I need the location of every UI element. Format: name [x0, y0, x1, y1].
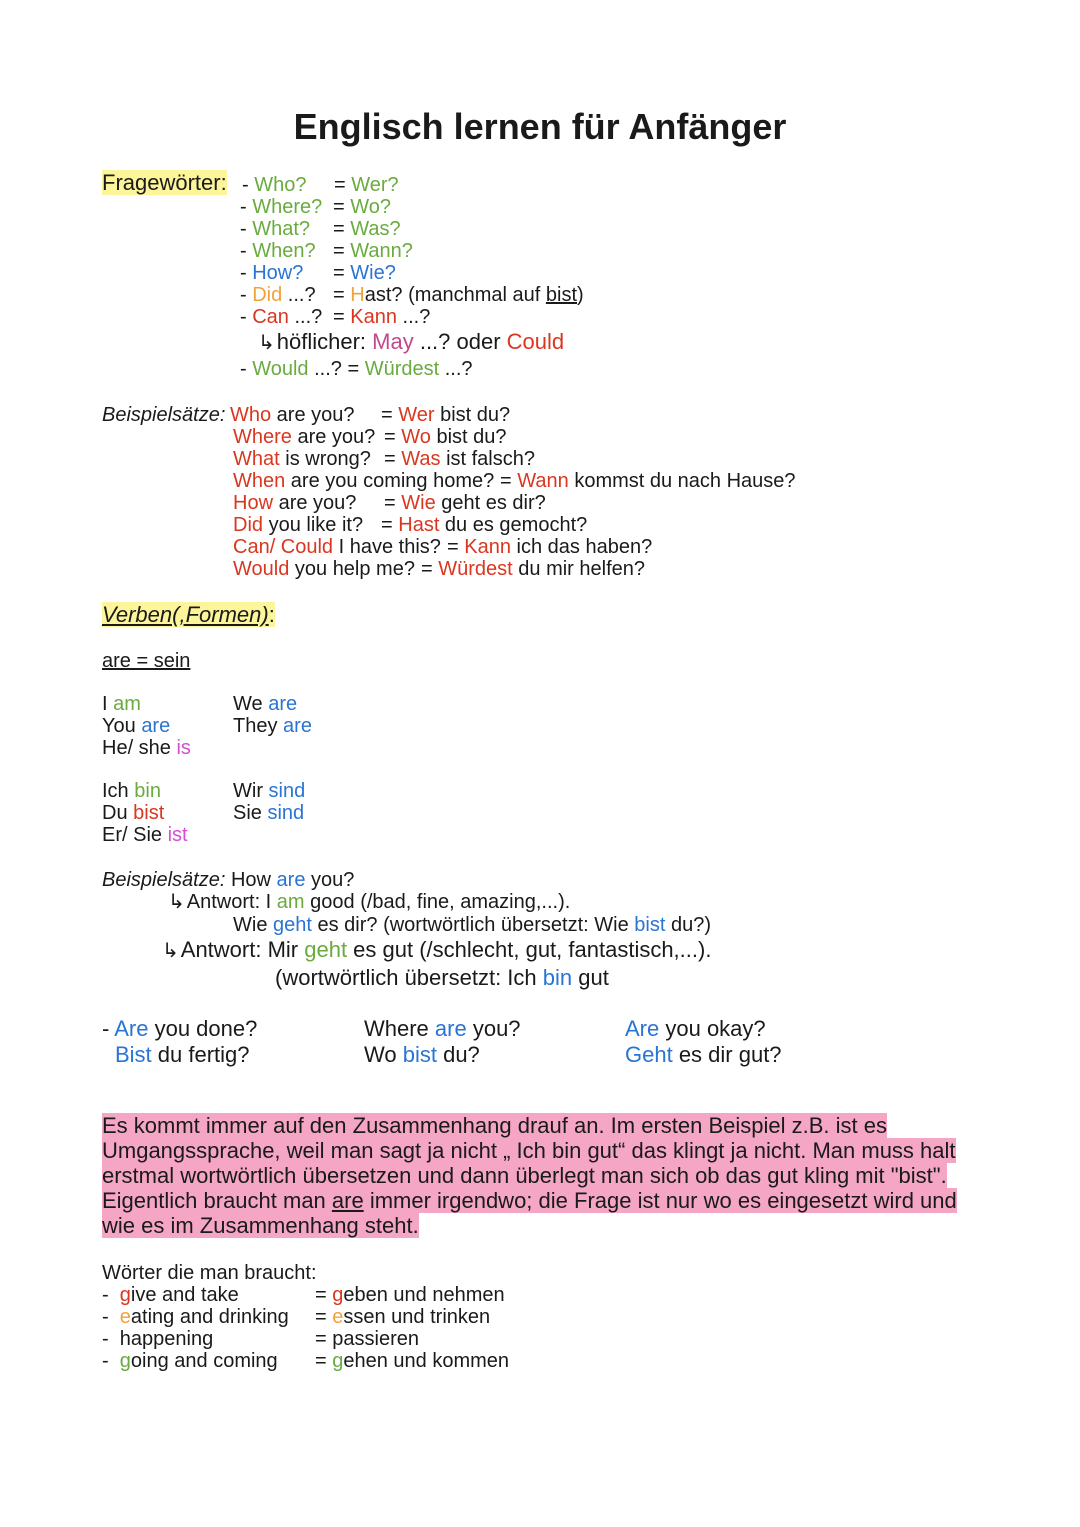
beispiel-row: Where are you?	[233, 426, 376, 448]
beispiel-row-de: = Wo bist du?	[384, 426, 507, 448]
turn-arrow-icon: ↳	[168, 891, 185, 913]
fragewoerter-label: Fragewörter:	[102, 170, 227, 195]
beispiel2-line1: Beispielsätze: How are you?	[102, 869, 355, 891]
frage-row-de: = Wie?	[333, 262, 396, 284]
page-title: Englisch lernen für Anfänger	[293, 106, 787, 147]
question-de: Wo bist du?	[364, 1042, 480, 1067]
frage-row-de: = Wo?	[333, 196, 392, 218]
wort-row: - eating and drinking	[102, 1306, 289, 1328]
wort-row-de: = gehen und kommen	[315, 1350, 510, 1372]
beispiel2-line4: ↳Antwort: Mir geht es gut (/schlecht, gut, fantastisch,...).	[162, 937, 712, 962]
frage-row: - Did ...?	[240, 284, 316, 306]
question-en: - Are you done?	[102, 1016, 258, 1041]
verben-heading: Verben(,Formen):	[102, 602, 275, 627]
beispiel-row-de: = Würdest du mir helfen?	[421, 558, 646, 580]
wort-row-de: = geben und nehmen	[315, 1284, 505, 1306]
frage-row: - Where?	[240, 196, 323, 218]
beispiel-row-de: = Hast du es gemocht?	[381, 514, 588, 536]
conj-row: Du bist	[102, 802, 165, 824]
beispiel-row: Did you like it?	[233, 514, 364, 536]
conj-row: We are	[233, 693, 298, 715]
question-en: Are you okay?	[625, 1016, 766, 1041]
conj-row: You are	[102, 715, 171, 737]
beispiel-row-de: = Wie geht es dir?	[384, 492, 546, 514]
conj-row: I am	[102, 693, 141, 715]
frage-row: - Who?	[242, 174, 307, 196]
beispiel-row-de: = Kann ich das haben?	[447, 536, 653, 558]
wort-row: - happening	[102, 1328, 214, 1350]
question-de: Geht es dir gut?	[625, 1042, 782, 1067]
turn-arrow-icon: ↳	[258, 332, 275, 354]
question-en: Where are you?	[364, 1016, 521, 1041]
hoeflich-note: ↳höflicher: May ...? oder Could	[258, 329, 565, 354]
explanation-paragraph: Es kommt immer auf den Zusammenhang drauf an. Im ersten Beispiel z.B. ist es Umgangssprache, weil man sagt ja nicht „ Ich bin gut“ das klingt ja nicht. Man muss halt erstmal wortwörtlich übersetzen und dann überlegt man sich ob das gut kling mit "bist". Eigentlich braucht man are immer irgendwo; die Frage ist nur wo es eingesetzt wird und wie es im Zusammenhang steht.	[102, 1113, 957, 1238]
frage-row-de: = Hast? (manchmal auf bist)	[333, 284, 584, 306]
beispiel2-line3: Wie geht es dir? (wortwörtlich übersetzt: Wie bist du?)	[233, 914, 711, 936]
beispiel-row-de: = Wer bist du?	[381, 404, 511, 426]
woerter-heading: Wörter die man braucht:	[102, 1262, 317, 1284]
conj-row: Ich bin	[102, 780, 161, 802]
conj-row: Wir sind	[233, 780, 306, 802]
beispiel-row: Can/ Could I have this?	[233, 536, 441, 558]
frage-row-de: = Wann?	[333, 240, 413, 262]
would-row: - Would ...? = Würdest ...?	[240, 358, 473, 380]
beispiel-row: How are you?	[233, 492, 357, 514]
beispiel-row: Would you help me?	[233, 558, 415, 580]
turn-arrow-icon: ↳	[162, 940, 179, 962]
wort-row-de: = passieren	[315, 1328, 419, 1350]
beispiel-row: When are you coming home?	[233, 470, 495, 492]
beispiel-row-de: = Was ist falsch?	[384, 448, 535, 470]
are-sein: are = sein	[102, 650, 191, 672]
frage-row: - What?	[240, 218, 311, 240]
conj-row: Er/ Sie ist	[102, 824, 188, 846]
conj-row: He/ she is	[102, 737, 191, 759]
question-de: Bist du fertig?	[115, 1042, 250, 1067]
frage-row-de: = Kann ...?	[333, 306, 431, 328]
beispiel1-label: Beispielsätze:	[102, 404, 226, 426]
frage-row: - When?	[240, 240, 316, 262]
wort-row: - give and take	[102, 1284, 239, 1306]
frage-row: - How?	[240, 262, 304, 284]
wort-row-de: = essen und trinken	[315, 1306, 491, 1328]
beispiel2-line5: (wortwörtlich übersetzt: Ich bin gut	[275, 965, 609, 990]
beispiel-row: Who are you?	[230, 404, 355, 426]
beispiel2-line2: ↳ Antwort: I am good (/bad, fine, amazing,...).	[168, 891, 571, 913]
conj-row: They are	[233, 715, 312, 737]
beispiel-row-de: = Wann kommst du nach Hause?	[500, 470, 796, 492]
frage-row: - Can ...?	[240, 306, 323, 328]
wort-row: - going and coming	[102, 1350, 278, 1372]
frage-row-de: = Wer?	[334, 174, 399, 196]
beispiel-row: What is wrong?	[233, 448, 371, 470]
frage-row-de: = Was?	[333, 218, 401, 240]
conj-row: Sie sind	[233, 802, 305, 824]
